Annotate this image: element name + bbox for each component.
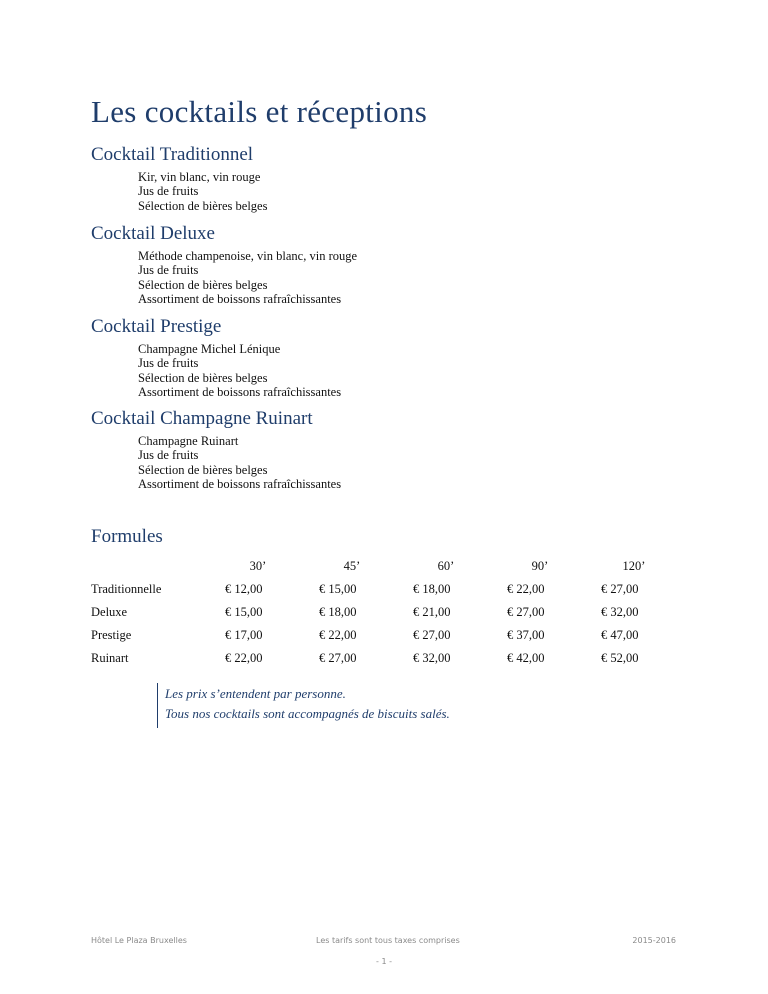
price-cell: € 22,00 (225, 651, 263, 665)
list-item: Jus de fruits (138, 356, 199, 371)
list-item: Sélection de bières belges (138, 277, 268, 292)
duration-header: 90’ (531, 558, 549, 573)
page-title: Les cocktails et réceptions (91, 94, 428, 129)
price-cell: € 15,00 (225, 605, 263, 619)
item-list (138, 170, 267, 213)
table-row (91, 624, 681, 647)
formule-name: Ruinart (91, 651, 129, 665)
list-item: Sélection de bières belges (138, 370, 268, 385)
list-item: Assortiment de boissons rafraîchissantes (138, 477, 342, 492)
section-title: Cocktail Prestige (91, 316, 222, 337)
price-cell: € 47,00 (601, 628, 639, 642)
list-item: Méthode champenoise, vin blanc, vin rouge (138, 249, 358, 263)
item-list (138, 249, 357, 307)
section-title: Cocktail Traditionnel (91, 144, 254, 165)
section-deluxe (91, 223, 357, 307)
price-cell: € 27,00 (507, 605, 545, 619)
duration-header: 120’ (622, 558, 646, 573)
list-item: Jus de fruits (138, 448, 199, 463)
table-row (91, 647, 681, 670)
list-item: Assortiment de boissons rafraîchissantes (138, 292, 342, 307)
section-prestige (91, 316, 341, 400)
table-corner (91, 554, 211, 578)
list-item: Sélection de bières belges (138, 198, 268, 213)
footer-tax-note: Les tarifs sont tous taxes comprises (316, 936, 460, 945)
section-title: Cocktail Deluxe (91, 223, 215, 244)
notes-block (157, 683, 450, 728)
duration-header: 30’ (249, 558, 267, 573)
price-cell: € 12,00 (225, 582, 263, 596)
footer-hotel-name: Hôtel Le Plaza Bruxelles (91, 936, 187, 945)
list-item: Sélection de bières belges (138, 462, 268, 477)
price-table (91, 554, 681, 670)
price-cell: € 27,00 (413, 628, 451, 642)
price-cell: € 21,00 (413, 605, 451, 619)
price-cell: € 32,00 (413, 651, 451, 665)
section-traditionnel (91, 144, 267, 213)
formule-name: Deluxe (91, 605, 128, 619)
list-item: Champagne Michel Lénique (138, 342, 281, 356)
price-cell: € 15,00 (319, 582, 357, 596)
formule-name: Prestige (91, 628, 132, 642)
price-cell: € 27,00 (601, 582, 639, 596)
price-cell: € 18,00 (413, 582, 451, 596)
price-cell: € 22,00 (319, 628, 357, 642)
list-item: Assortiment de boissons rafraîchissantes (138, 385, 342, 400)
item-list (138, 434, 341, 492)
section-title: Cocktail Champagne Ruinart (91, 408, 313, 429)
note-line: Tous nos cocktails sont accompagnés de biscuits salés. (165, 706, 450, 721)
page-number: - 1 - (376, 957, 392, 966)
list-item: Kir, vin blanc, vin rouge (138, 170, 261, 184)
item-list (138, 342, 341, 400)
price-cell: € 37,00 (507, 628, 545, 642)
price-cell: € 42,00 (507, 651, 545, 665)
price-cell: € 52,00 (601, 651, 639, 665)
note-line: Les prix s’entendent par personne. (165, 686, 346, 701)
formule-name: Traditionnelle (91, 582, 162, 596)
duration-header: 45’ (343, 558, 361, 573)
list-item: Champagne Ruinart (138, 434, 239, 448)
table-header-row (91, 554, 681, 578)
table-row (91, 601, 681, 624)
list-item: Jus de fruits (138, 184, 199, 199)
price-cell: € 27,00 (319, 651, 357, 665)
price-cell: € 32,00 (601, 605, 639, 619)
duration-header: 60’ (437, 558, 455, 573)
table-row (91, 578, 681, 601)
formules-title: Formules (91, 526, 163, 547)
price-cell: € 18,00 (319, 605, 357, 619)
list-item: Jus de fruits (138, 263, 199, 278)
footer-season: 2015-2016 (632, 936, 676, 945)
price-cell: € 22,00 (507, 582, 545, 596)
price-cell: € 17,00 (225, 628, 263, 642)
section-ruinart (91, 408, 341, 492)
